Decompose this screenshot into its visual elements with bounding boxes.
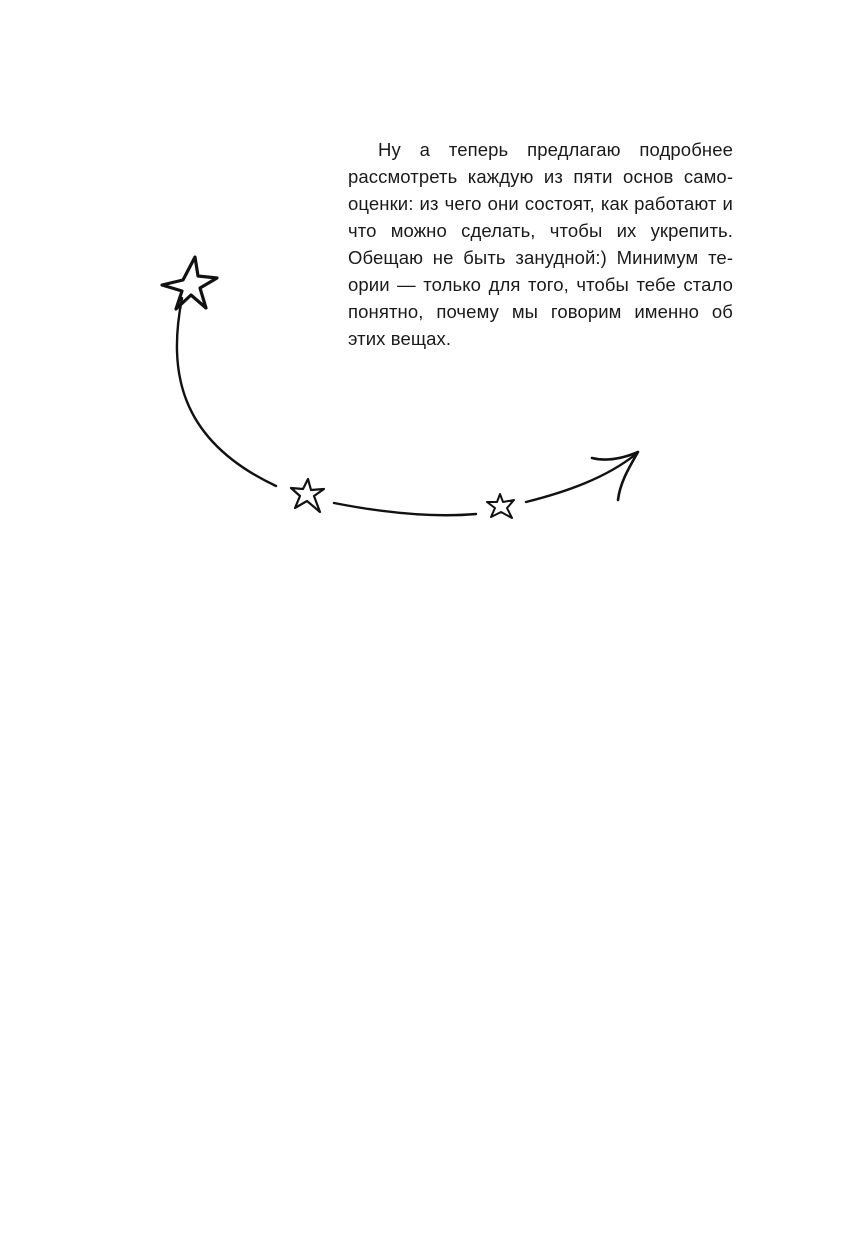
body-paragraph: Ну а теперь предлагаю подробнее рассмотреть каждую из пяти основ самооценки: из чего они состоят, как работают и что можно сделать, чтобы их укрепить. Обещаю не быть занудной:) Минимум теории — только для того, чтобы тебе стало понятно, почему мы говорим именно об этих вещах. — [348, 139, 733, 349]
star-icon-medium — [291, 479, 324, 512]
star-icon-small — [487, 494, 514, 518]
star-icon-large — [162, 257, 217, 309]
curved-arrow-line — [177, 298, 276, 486]
curved-arrow-line-middle — [334, 503, 476, 515]
